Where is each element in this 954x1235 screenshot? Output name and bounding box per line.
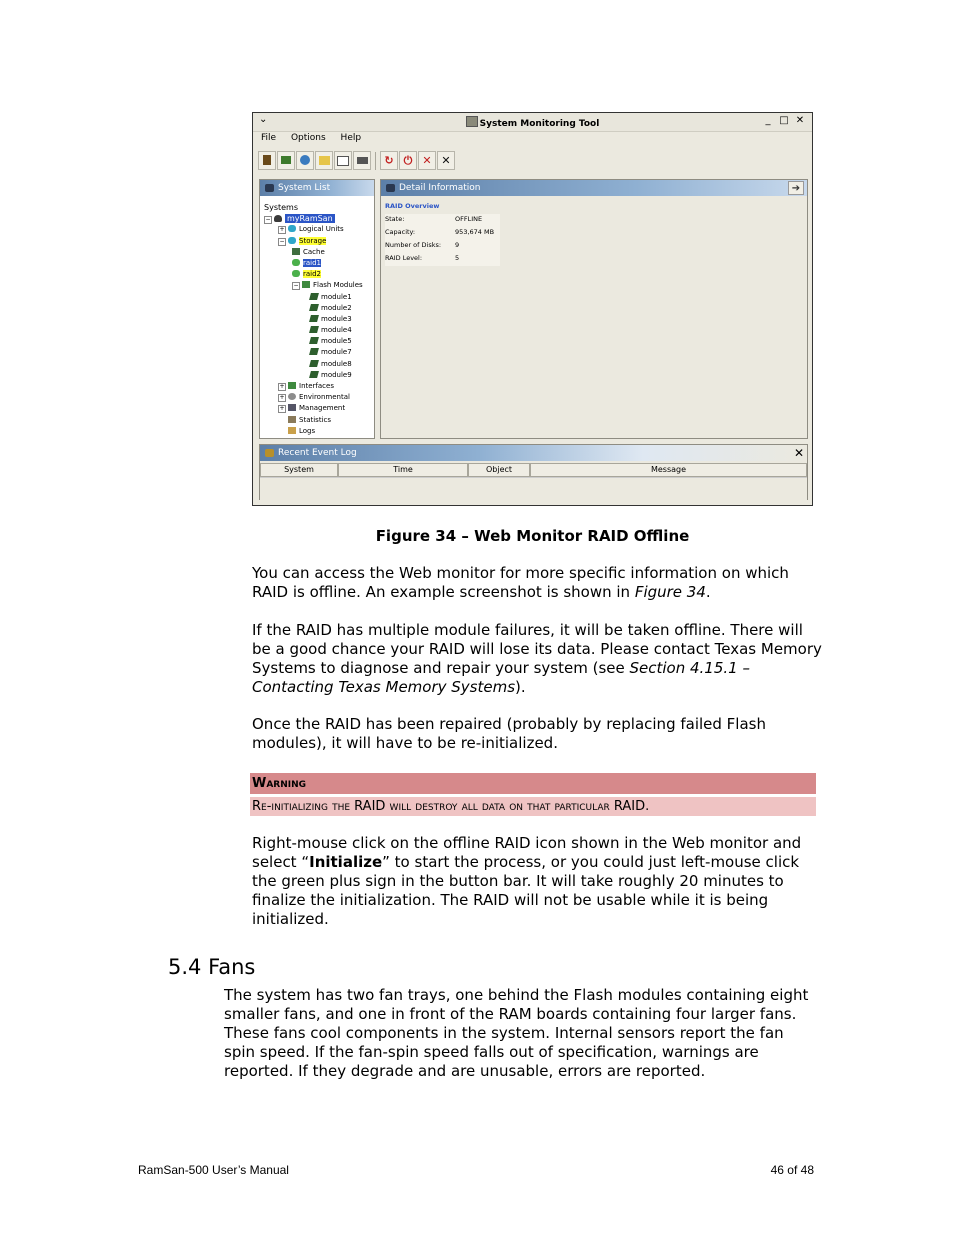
- close-icon[interactable]: ✕: [793, 446, 804, 460]
- paragraph-initialize-instructions: Right-mouse click on the offline RAID icon shown in the Web monitor and select “Initialize” to start the process, or you could just left-mouse click the green plus sign in the button bar. It will take roughly 20 minutes to finalize the initialization. The RAID will not be usable while it is being initialized.: [252, 834, 802, 928]
- tree-node-storage[interactable]: − Storage: [279, 236, 327, 245]
- tree-node-system[interactable]: − myRamSan: [265, 214, 333, 224]
- paragraph-reinitialize: Once the RAID has been repaired (probably by replacing failed Flash modules), it will have to be re-initialized.: [252, 715, 766, 752]
- remove-black-icon[interactable]: ✕: [437, 151, 455, 170]
- module-icon: [309, 326, 319, 333]
- server-icon: [274, 215, 282, 222]
- folder-icon: [302, 281, 310, 288]
- section-reference: Section 4.15.1 – Contacting Texas Memory Systems: [252, 659, 750, 696]
- refresh-icon[interactable]: ↻: [380, 151, 398, 170]
- tree-node-module[interactable]: module8: [264, 359, 363, 370]
- column-header-object[interactable]: Object: [468, 463, 530, 477]
- tree-node-logs[interactable]: Logs: [264, 426, 363, 437]
- management-icon: [288, 404, 296, 411]
- database-icon: [288, 237, 296, 244]
- maximize-button[interactable]: □: [779, 115, 789, 126]
- tree-node-module[interactable]: module9: [264, 370, 363, 381]
- detail-icon: [386, 184, 395, 192]
- toolbar-separator: [375, 152, 376, 170]
- database-icon: [288, 225, 296, 232]
- detail-row: RAID Level: 5: [385, 253, 500, 266]
- folder-icon: [288, 382, 296, 389]
- menu-help[interactable]: Help: [340, 133, 362, 143]
- tree-node-module[interactable]: module3: [264, 314, 363, 325]
- raid-overview-title: RAID Overview: [385, 202, 440, 210]
- paragraph-raid-offline: If the RAID has multiple module failures, it will be taken offline. There will be a good chance your RAID will lose its data. Please contact Texas Memory Systems to diagnose and repair your system (see Section 4.15.1 – Contacting Texas Memory Systems).: [252, 621, 822, 696]
- window-title: System Monitoring Tool: [253, 116, 812, 129]
- raid-details-table: [385, 214, 500, 266]
- tree-root: Systems: [264, 203, 298, 212]
- figure-reference: Figure 34: [634, 583, 706, 601]
- system-list-header: System List: [260, 180, 374, 196]
- delete-icon[interactable]: [258, 151, 276, 170]
- tree-node-logical-units[interactable]: + Logical Units: [279, 225, 344, 234]
- gear-icon: [288, 393, 296, 400]
- module-icon: [309, 315, 319, 322]
- minimize-button[interactable]: _: [765, 115, 771, 126]
- globe-icon[interactable]: [296, 151, 314, 170]
- menu-file[interactable]: File: [261, 133, 277, 143]
- list-icon[interactable]: [334, 151, 352, 170]
- event-log-panel: [259, 444, 808, 500]
- event-log-columns: [260, 463, 807, 477]
- column-header-system[interactable]: System: [260, 463, 338, 477]
- system-tree: [264, 202, 363, 437]
- footer-page-number: 46 of 48: [770, 1163, 814, 1177]
- tree-node-statistics[interactable]: Statistics: [264, 415, 363, 426]
- screenshot-figure: [252, 112, 813, 506]
- window-titlebar: [253, 113, 812, 132]
- tree-node-management[interactable]: + Management: [279, 404, 346, 413]
- event-log-body[interactable]: [260, 477, 807, 500]
- initialize-label: Initialize: [309, 853, 383, 871]
- tree-node-interfaces[interactable]: + Interfaces: [279, 382, 334, 390]
- raid-icon: [292, 259, 300, 266]
- disks-value: 9: [455, 241, 460, 249]
- paragraph-fans: The system has two fan trays, one behind the Flash modules containing eight smaller fans, and one in front of the RAM boards containing four larger fans. These fans cool components in the system. Internal sensors report the fan spin speed. If the fan-spin speed falls out of specification, warnings are reported. If they degrade and are unusable, errors are reported.: [224, 986, 809, 1080]
- column-header-time[interactable]: Time: [338, 463, 468, 477]
- state-value: OFFLINE: [455, 215, 483, 223]
- footer-manual-title: RamSan-500 User’s Manual: [138, 1163, 289, 1177]
- cache-icon: [292, 248, 300, 255]
- detail-row: Capacity: 953,674 MB: [385, 227, 500, 240]
- module-icon: [309, 304, 319, 311]
- window-menu-icon[interactable]: ⌄: [259, 114, 268, 125]
- capacity-value: 953,674 MB: [455, 228, 495, 236]
- tree-node-environmental[interactable]: + Environmental: [279, 393, 350, 402]
- tree-node-flash-modules[interactable]: − Flash Modules: [293, 281, 363, 290]
- logs-icon: [288, 427, 296, 434]
- column-header-message[interactable]: Message: [530, 463, 807, 477]
- module-icon: [309, 371, 319, 378]
- power-icon[interactable]: ⏻: [399, 151, 417, 170]
- menu-options[interactable]: Options: [290, 133, 326, 143]
- add-icon[interactable]: [277, 151, 295, 170]
- tree-node-module[interactable]: module7: [264, 347, 363, 358]
- module-icon: [309, 337, 319, 344]
- system-list-icon: [265, 184, 274, 192]
- raid-icon: [292, 270, 300, 277]
- tree-node-raid2[interactable]: raid2: [264, 269, 363, 280]
- warning-text: Re-initializing the RAID will destroy all data on that particular RAID.: [250, 797, 816, 816]
- statistics-icon: [288, 416, 296, 423]
- app-icon: [466, 116, 478, 127]
- warning-heading: Warning: [250, 773, 816, 794]
- figure-caption: Figure 34 – Web Monitor RAID Offline: [375, 527, 690, 545]
- tree-node-module[interactable]: module2: [264, 303, 363, 314]
- module-icon: [309, 348, 319, 355]
- raid-overview: [385, 202, 500, 266]
- paragraph-web-monitor: You can access the Web monitor for more specific information on which RAID is offline. An example screenshot is shown in Figure 34.: [252, 564, 789, 601]
- card-icon[interactable]: [353, 151, 371, 170]
- detail-row: State: OFFLINE: [385, 214, 500, 227]
- menu-bar: [261, 133, 373, 143]
- tree-node-module[interactable]: module1: [264, 292, 363, 303]
- tree-node-raid1[interactable]: raid1: [264, 258, 363, 269]
- module-icon: [309, 360, 319, 367]
- detail-row: Number of Disks: 9: [385, 240, 500, 253]
- module-icon: [309, 293, 319, 300]
- folder-icon[interactable]: [315, 151, 333, 170]
- tree-node-cache[interactable]: Cache: [264, 247, 363, 258]
- detail-panel: [380, 179, 808, 439]
- detail-header: Detail Information: [381, 180, 807, 196]
- tree-node-module[interactable]: module4: [264, 325, 363, 336]
- tree-node-module[interactable]: module5: [264, 336, 363, 347]
- raid-level-value: 5: [455, 254, 460, 262]
- arrow-right-icon[interactable]: ➔: [788, 181, 804, 195]
- log-icon: [265, 449, 274, 457]
- remove-red-icon[interactable]: ✕: [418, 151, 436, 170]
- event-log-header: Recent Event Log: [260, 445, 807, 461]
- system-list-panel: [259, 179, 375, 439]
- close-window-button[interactable]: ✕: [795, 115, 805, 126]
- section-heading: 5.4 Fans: [168, 955, 256, 979]
